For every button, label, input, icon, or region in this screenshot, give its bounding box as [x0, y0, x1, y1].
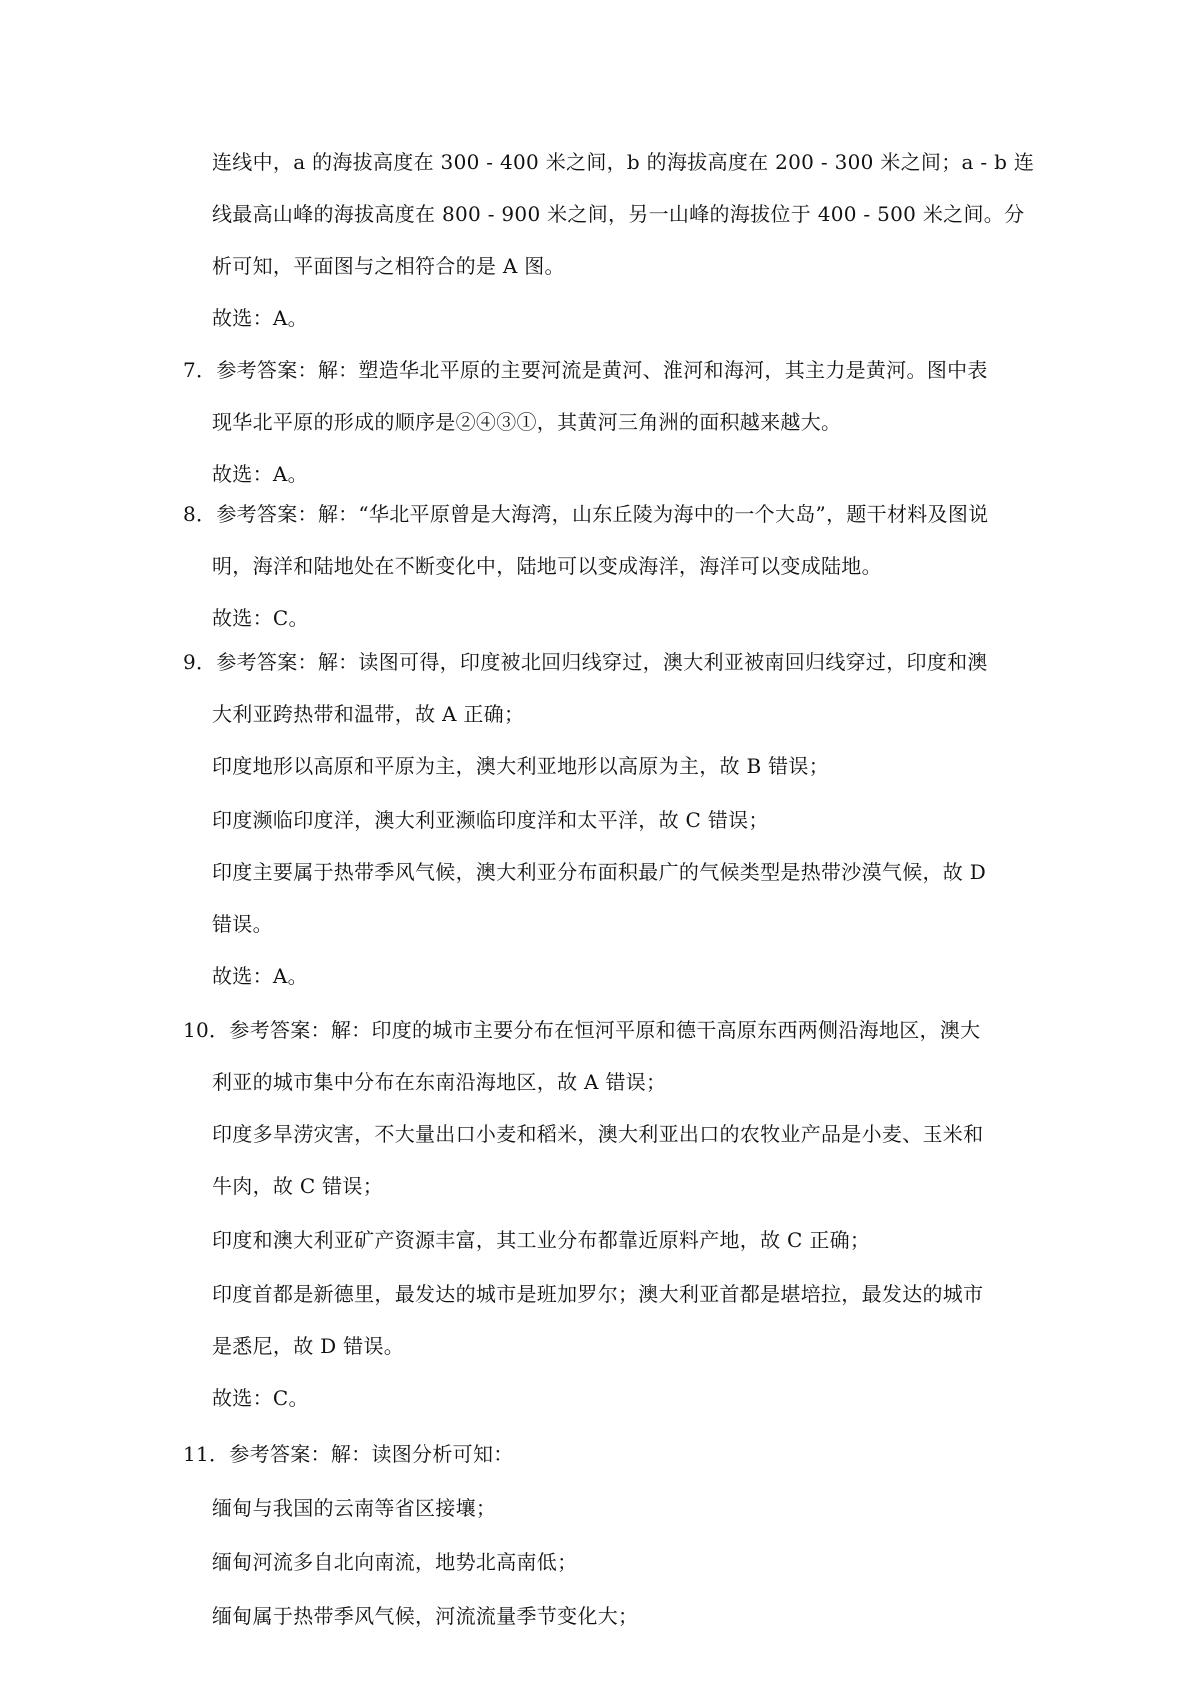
q10-text-line-3: 印度多旱涝灾害，不大量出口小麦和稻米，澳大利亚出口的农牧业产品是小麦、玉米和 [212, 1122, 984, 1146]
q7-text-line-1: 7．参考答案：解：塑造华北平原的主要河流是黄河、淮河和海河，其主力是黄河。图中表 [183, 358, 988, 382]
q11-text-line-2: 缅甸与我国的云南等省区接壤； [212, 1496, 497, 1520]
q10-text-line-5: 印度和澳大利亚矿产资源丰富，其工业分布都靠近原料产地，故 C 正确； [212, 1228, 871, 1252]
q11-text-line-1: 11．参考答案：解：读图分析可知： [183, 1442, 514, 1466]
q9-text-line-3: 印度地形以高原和平原为主，澳大利亚地形以高原为主，故 B 错误； [212, 754, 830, 778]
q9-text-line-5: 印度主要属于热带季风气候，澳大利亚分布面积最广的气候类型是热带沙漠气候，故 D [212, 860, 987, 884]
q7-choice: 故选：A。 [212, 462, 308, 486]
q10-text-line-1: 10．参考答案：解：印度的城市主要分布在恒河平原和德干高原东西两侧沿海地区，澳大 [183, 1018, 981, 1042]
q9-text-line-6: 错误。 [212, 912, 273, 936]
q10-text-line-7: 是悉尼，故 D 错误。 [212, 1334, 405, 1358]
q10-text-line-4: 牛肉，故 C 错误； [212, 1174, 384, 1198]
q9-text-line-2: 大利亚跨热带和温带，故 A 正确； [212, 702, 525, 726]
q6-text-line-2: 线最高山峰的海拔高度在 800 - 900 米之间，另一山峰的海拔位于 400 - 500 米之间。分 [212, 202, 1025, 226]
q11-text-line-4: 缅甸属于热带季风气候，河流流量季节变化大； [212, 1604, 639, 1628]
q11-text-line-3: 缅甸河流多自北向南流，地势北高南低； [212, 1550, 578, 1574]
q7-text-line-2: 现华北平原的形成的顺序是②④③①，其黄河三角洲的面积越来越大。 [212, 410, 842, 434]
q6-text-line-1: 连线中，a 的海拔高度在 300 - 400 米之间，b 的海拔高度在 200 - 300 米之间；a - b 连 [212, 150, 1035, 174]
q10-choice: 故选：C。 [212, 1386, 309, 1410]
q10-text-line-6: 印度首都是新德里，最发达的城市是班加罗尔；澳大利亚首都是堪培拉，最发达的城市 [212, 1282, 984, 1306]
q10-text-line-2: 利亚的城市集中分布在东南沿海地区，故 A 错误； [212, 1070, 667, 1094]
q8-text-line-2: 明，海洋和陆地处在不断变化中，陆地可以变成海洋，海洋可以变成陆地。 [212, 554, 882, 578]
q8-text-line-1: 8．参考答案：解：“华北平原曾是大海湾，山东丘陵为海中的一个大岛”，题干材料及图说 [183, 502, 989, 526]
q8-choice: 故选：C。 [212, 606, 309, 630]
q6-text-line-3: 析可知，平面图与之相符合的是 A 图。 [212, 254, 565, 278]
q9-text-line-1: 9．参考答案：解：读图可得，印度被北回归线穿过，澳大利亚被南回归线穿过，印度和澳 [183, 650, 988, 674]
q9-choice: 故选：A。 [212, 964, 308, 988]
q9-text-line-4: 印度濒临印度洋，澳大利亚濒临印度洋和太平洋，故 C 错误； [212, 808, 769, 832]
q6-choice: 故选：A。 [212, 306, 308, 330]
